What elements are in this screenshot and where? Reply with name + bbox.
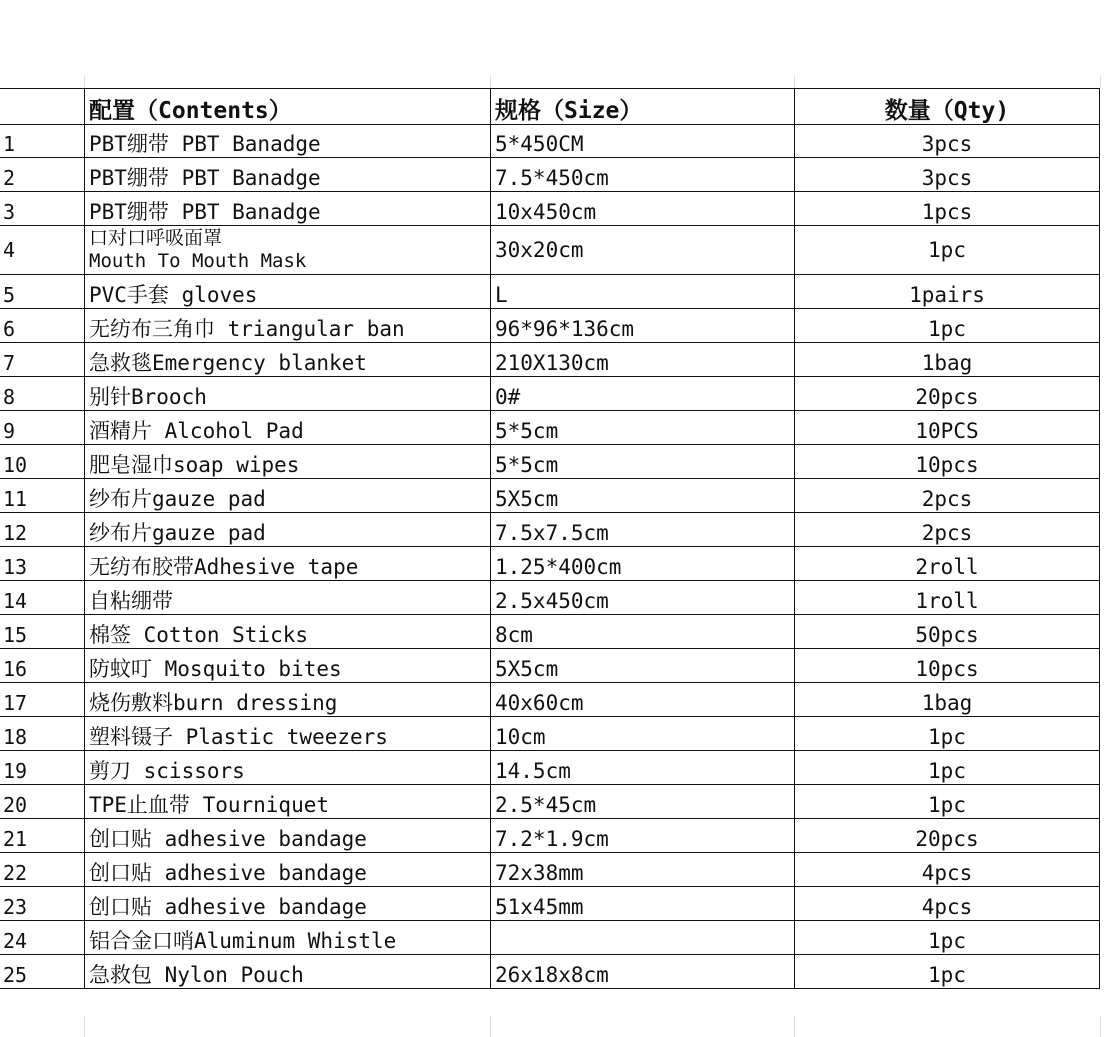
size-cell[interactable]: 5X5cm — [490, 649, 794, 682]
contents-cell[interactable]: 纱布片gauze pad — [84, 479, 490, 512]
row-number[interactable]: 7 — [3, 351, 16, 375]
contents-cell[interactable]: 无纺布胶带Adhesive tape — [84, 547, 490, 580]
size-cell[interactable]: L — [490, 275, 794, 308]
table-row — [0, 309, 1100, 343]
size-cell[interactable]: 5*5cm — [490, 445, 794, 478]
table-row — [0, 513, 1100, 547]
contents-cell[interactable]: 酒精片 Alcohol Pad — [84, 411, 490, 444]
size-cell[interactable]: 0# — [490, 377, 794, 410]
table-row — [0, 445, 1100, 479]
contents-cell[interactable]: 剪刀 scissors — [84, 751, 490, 784]
header-qty[interactable]: 数量（Qty) — [794, 89, 1100, 124]
contents-cell[interactable]: 棉签 Cotton Sticks — [84, 615, 490, 648]
qty-cell[interactable]: 1bag — [794, 683, 1100, 716]
qty-cell[interactable]: 1roll — [794, 581, 1100, 614]
table-row — [0, 649, 1100, 683]
size-cell[interactable]: 8cm — [490, 615, 794, 648]
gridline — [1100, 76, 1101, 88]
contents-cell[interactable]: 烧伤敷料burn dressing — [84, 683, 490, 716]
qty-cell[interactable]: 1pc — [794, 226, 1100, 274]
row-number[interactable]: 14 — [3, 589, 28, 613]
size-cell[interactable]: 10cm — [490, 717, 794, 750]
contents-cell[interactable]: 防蚊叮 Mosquito bites — [84, 649, 490, 682]
qty-cell[interactable]: 1pc — [794, 309, 1100, 342]
row-number[interactable]: 19 — [3, 759, 28, 783]
qty-cell[interactable]: 10pcs — [794, 649, 1100, 682]
contents-cell[interactable]: 创口贴 adhesive bandage — [84, 819, 490, 852]
size-cell[interactable]: 7.5*450cm — [490, 158, 794, 191]
contents-cell[interactable]: 铝合金口哨Aluminum Whistle — [84, 921, 490, 954]
qty-cell[interactable]: 3pcs — [794, 125, 1100, 157]
row-number[interactable]: 16 — [3, 657, 28, 681]
row-number[interactable]: 8 — [3, 385, 16, 409]
contents-cell[interactable]: 无纺布三角巾 triangular ban — [84, 309, 490, 342]
size-cell[interactable]: 5*450CM — [490, 125, 794, 157]
table-row — [0, 683, 1100, 717]
qty-cell[interactable]: 20pcs — [794, 819, 1100, 852]
gridline — [490, 76, 491, 88]
table-row — [0, 377, 1100, 411]
gridline — [490, 1016, 491, 1037]
header-size[interactable]: 规格（Size） — [490, 89, 794, 124]
qty-cell[interactable]: 20pcs — [794, 377, 1100, 410]
qty-cell[interactable]: 10pcs — [794, 445, 1100, 478]
row-number[interactable]: 11 — [3, 487, 28, 511]
header-number-cell — [0, 89, 84, 124]
qty-cell[interactable]: 1pc — [794, 785, 1100, 818]
table-row — [0, 819, 1100, 853]
contents-cell[interactable]: 急救毯Emergency blanket — [84, 343, 490, 376]
contents-line-1: 口对口呼吸面罩 — [89, 227, 223, 249]
row-number[interactable]: 24 — [3, 929, 28, 953]
size-cell[interactable]: 1.25*400cm — [490, 547, 794, 580]
contents-line-2: Mouth To Mouth Mask — [89, 250, 307, 272]
qty-cell[interactable]: 10PCS — [794, 411, 1100, 444]
qty-cell[interactable]: 1bag — [794, 343, 1100, 376]
gridline — [84, 76, 85, 88]
table-row — [0, 343, 1100, 377]
row-number[interactable]: 4 — [3, 237, 16, 262]
qty-cell[interactable]: 2pcs — [794, 479, 1100, 512]
table-row — [0, 921, 1100, 955]
size-cell[interactable]: 72x38mm — [490, 853, 794, 886]
row-number[interactable]: 6 — [3, 317, 16, 341]
size-cell[interactable]: 2.5x450cm — [490, 581, 794, 614]
row-number[interactable]: 5 — [3, 283, 16, 307]
size-cell[interactable]: 7.2*1.9cm — [490, 819, 794, 852]
size-cell[interactable]: 10x450cm — [490, 192, 794, 225]
size-cell[interactable]: 14.5cm — [490, 751, 794, 784]
qty-cell[interactable]: 2roll — [794, 547, 1100, 580]
table-row — [0, 275, 1100, 309]
size-cell[interactable]: 5X5cm — [490, 479, 794, 512]
row-number[interactable]: 12 — [3, 521, 28, 545]
table-row — [0, 158, 1100, 192]
table-row — [0, 411, 1100, 445]
row-number[interactable]: 15 — [3, 623, 28, 647]
qty-cell[interactable]: 1pairs — [794, 275, 1100, 308]
contents-cell[interactable]: PBT绷带 PBT Banadge — [84, 192, 490, 225]
table-row — [0, 955, 1100, 989]
row-number[interactable]: 21 — [3, 827, 28, 851]
table-row — [0, 192, 1100, 226]
contents-cell[interactable]: 别针Brooch — [84, 377, 490, 410]
size-cell[interactable]: 96*96*136cm — [490, 309, 794, 342]
row-number[interactable]: 22 — [3, 861, 28, 885]
size-cell[interactable]: 26x18x8cm — [490, 955, 794, 988]
table-row — [0, 853, 1100, 887]
contents-cell[interactable]: 纱布片gauze pad — [84, 513, 490, 546]
contents-cell[interactable]: TPE止血带 Tourniquet — [84, 785, 490, 818]
qty-cell[interactable]: 4pcs — [794, 887, 1100, 920]
qty-cell[interactable]: 1pc — [794, 751, 1100, 784]
qty-cell[interactable]: 50pcs — [794, 615, 1100, 648]
table-row — [0, 479, 1100, 513]
qty-cell[interactable]: 1pc — [794, 921, 1100, 954]
row-number[interactable]: 13 — [3, 555, 28, 579]
size-cell[interactable]: 2.5*45cm — [490, 785, 794, 818]
gridline — [794, 1016, 795, 1037]
qty-cell[interactable]: 3pcs — [794, 158, 1100, 191]
size-cell[interactable]: 5*5cm — [490, 411, 794, 444]
qty-cell[interactable]: 1pc — [794, 955, 1100, 988]
row-number[interactable]: 10 — [3, 453, 28, 477]
qty-cell[interactable]: 1pc — [794, 717, 1100, 750]
row-number[interactable]: 17 — [3, 691, 28, 715]
row-number[interactable]: 20 — [3, 793, 28, 817]
table-row — [0, 887, 1100, 921]
table-row — [0, 581, 1100, 615]
table-header-row — [0, 88, 1100, 125]
table-row — [0, 717, 1100, 751]
table-row — [0, 785, 1100, 819]
contents-cell[interactable]: 创口贴 adhesive bandage — [84, 887, 490, 920]
size-cell[interactable]: 51x45mm — [490, 887, 794, 920]
header-contents[interactable]: 配置（Contents） — [84, 89, 490, 124]
row-number[interactable]: 1 — [3, 132, 16, 156]
contents-cell[interactable]: 塑料镊子 Plastic tweezers — [84, 717, 490, 750]
gridline — [84, 1016, 85, 1037]
contents-cell[interactable]: PBT绷带 PBT Banadge — [84, 125, 490, 157]
contents-cell[interactable]: 急救包 Nylon Pouch — [84, 955, 490, 988]
table-row — [0, 125, 1100, 158]
contents-cell[interactable]: 创口贴 adhesive bandage — [84, 853, 490, 886]
qty-cell[interactable]: 2pcs — [794, 513, 1100, 546]
size-cell[interactable] — [490, 921, 794, 954]
contents-cell[interactable]: PVC手套 gloves — [84, 275, 490, 308]
contents-cell[interactable]: 自粘绷带 — [84, 581, 490, 614]
gridline — [1100, 1016, 1101, 1037]
gridline — [794, 76, 795, 88]
contents-cell[interactable]: 肥皂湿巾soap wipes — [84, 445, 490, 478]
row-number[interactable]: 3 — [3, 200, 16, 224]
table-row — [0, 547, 1100, 581]
size-cell[interactable]: 210X130cm — [490, 343, 794, 376]
table-row — [0, 751, 1100, 785]
row-number[interactable]: 9 — [3, 419, 16, 443]
size-cell[interactable]: 30x20cm — [490, 226, 794, 274]
size-cell[interactable]: 7.5x7.5cm — [490, 513, 794, 546]
row-number[interactable]: 18 — [3, 725, 28, 749]
size-cell[interactable]: 40x60cm — [490, 683, 794, 716]
table-row — [0, 226, 1100, 275]
row-number[interactable]: 25 — [3, 963, 28, 987]
row-number[interactable]: 2 — [3, 166, 16, 190]
contents-cell[interactable] — [84, 226, 490, 274]
contents-cell[interactable]: PBT绷带 PBT Banadge — [84, 158, 490, 191]
table-row — [0, 615, 1100, 649]
qty-cell[interactable]: 1pcs — [794, 192, 1100, 225]
qty-cell[interactable]: 4pcs — [794, 853, 1100, 886]
row-number[interactable]: 23 — [3, 895, 28, 919]
